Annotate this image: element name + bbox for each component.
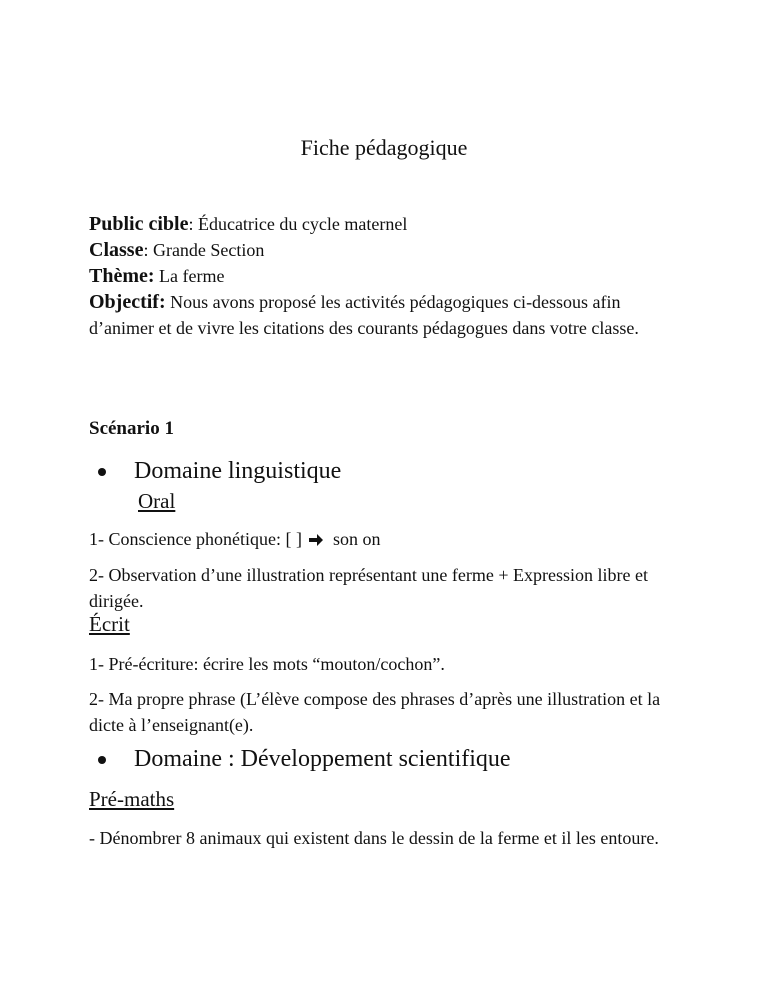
ecrit-item-1: 1- Pré-écriture: écrire les mots “mouton/cochon”. [89,654,445,674]
objectif-line [89,289,689,341]
oral-heading: Oral [138,489,176,513]
objectif-value: Nous avons proposé les activités pédagogiques ci-dessous afin d’animer et de vivre les citations des courants pédagogues dans votre classe. [89,292,639,338]
domaine-scientifique-heading: Domaine : Développement scientifique [134,746,511,772]
oral-item-1 [89,526,669,554]
classe-line [89,237,689,263]
prematths-item: - Dénombrer 8 animaux qui existent dans le dessin de la ferme et il les entoure. [89,828,659,848]
oral-item-1-prefix: 1- Conscience phonétique: [ ] [89,529,302,549]
theme-line [89,263,689,289]
public-line [89,211,689,237]
page-title: Fiche pédagogique [300,135,468,160]
right-arrow-icon [308,528,324,554]
bullet-domaine-scientifique [98,746,511,773]
scenario-title: Scénario 1 [89,418,174,439]
theme-value: La ferme [154,266,225,286]
theme-label: Thème: [89,265,155,287]
classe-label: Classe [89,239,144,261]
prematths-heading: Pré-maths [89,787,175,811]
oral-item-2: 2- Observation d’une illustration représentant une ferme + Expression libre et dirigée. [89,565,648,611]
ecrit-item-2: 2- Ma propre phrase (L’élève compose des phrases d’après une illustration et la dicte à l’enseignant(e). [89,689,661,735]
meta-block [89,211,689,341]
oral-item-1-suffix: son on [332,529,381,549]
bullet-icon [98,468,106,476]
bullet-icon [98,756,106,764]
bullet-domaine-linguistique [98,458,341,485]
objectif-label: Objectif: [89,291,166,313]
domaine-linguistique-heading: Domaine linguistique [134,458,342,484]
ecrit-heading: Écrit [89,612,130,636]
public-value: : Éducatrice du cycle maternel [188,214,408,234]
classe-value: : Grande Section [143,240,265,260]
public-label: Public cible [89,213,189,235]
